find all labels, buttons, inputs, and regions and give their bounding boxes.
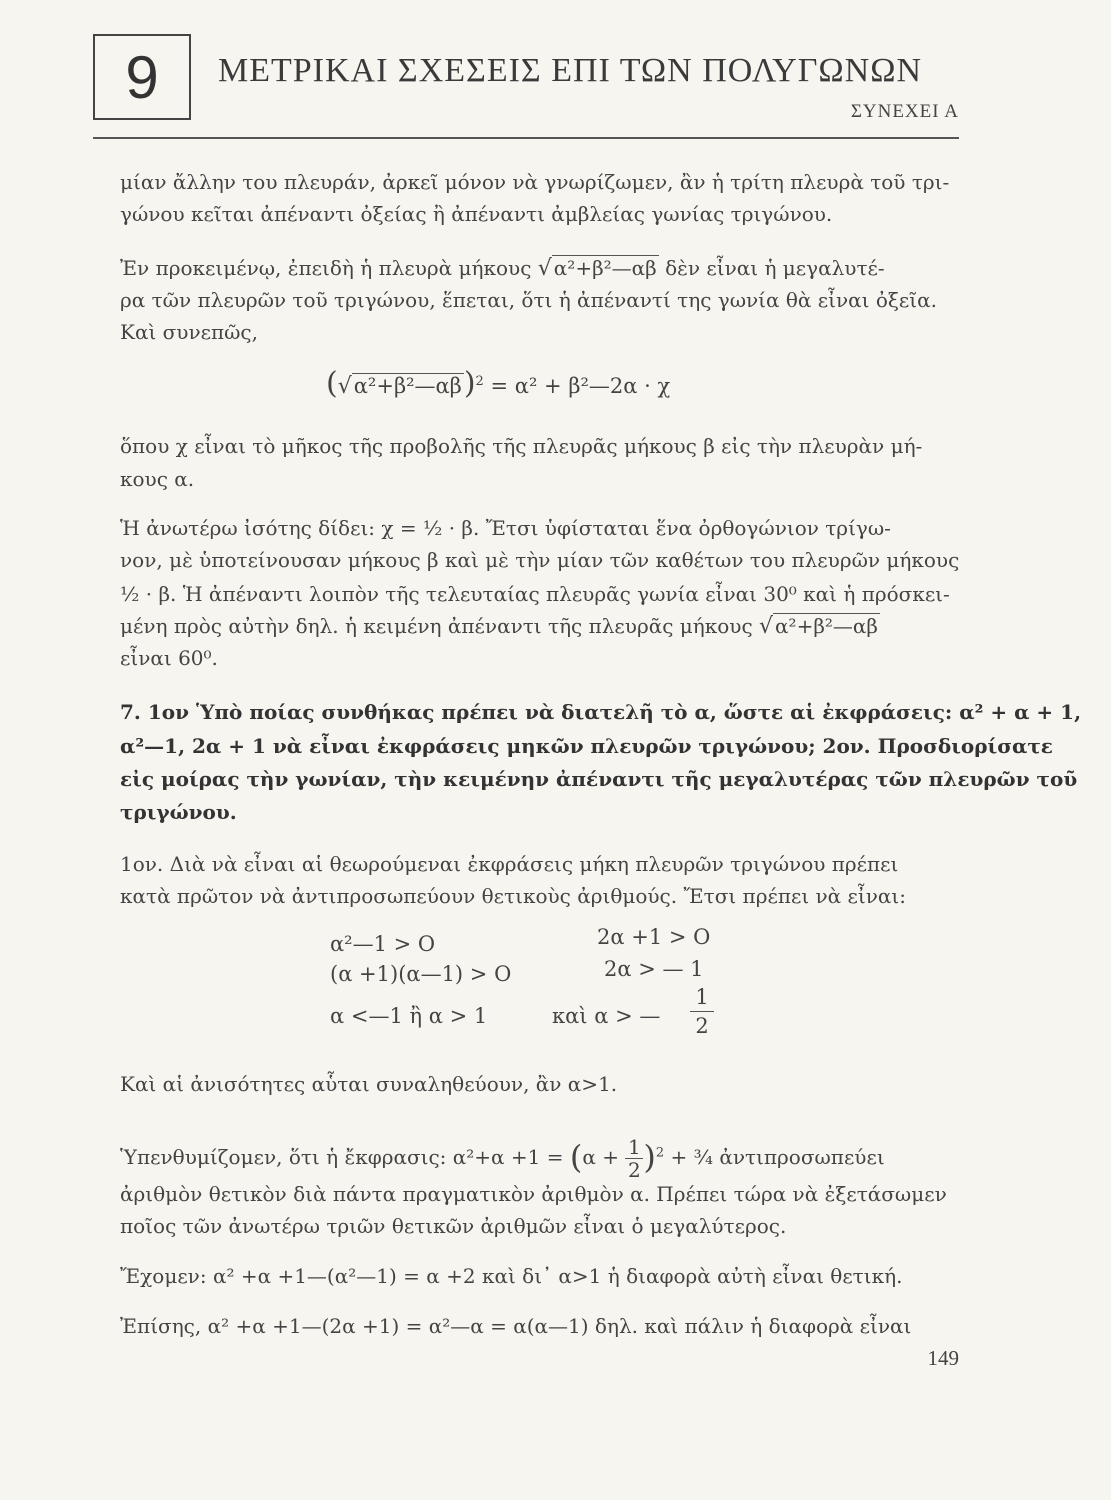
problem-line: εἰς μοίρας τὴν γωνίαν, τὴν κειμένην ἀπέναντι τῆς μεγαλυτέρας τῶν πλευρῶν τοῦ (120, 767, 1078, 791)
problem-line: τριγώνου. (120, 800, 237, 824)
inequality: 2α > — 1 (604, 957, 704, 981)
text-segment: Ὑπενθυμίζομεν, ὅτι ἡ ἔκφρασις: α²+α +1 = (120, 1145, 564, 1169)
inequality: (α +1)(α—1) > Ο (330, 962, 512, 986)
text-segment: + ¾ ἀντιπροσωπεύει (670, 1145, 885, 1169)
text-segment: α + (582, 1145, 619, 1169)
text-line: Ἔχομεν: α² +α +1—(α²—1) = α +2 καὶ δι᾿ α>1 ἡ διαφορὰ αὐτὴ εἶναι θετική. (120, 1264, 903, 1288)
text-line: ½ · β. Ἡ ἀπέναντι λοιπὸν τῆς τελευταίας πλευρᾶς γωνία εἶναι 30⁰ καὶ ἡ πρόσκει- (120, 582, 950, 606)
text-line: Ἐπίσης, α² +α +1—(2α +1) = α²—α = α(α—1) δηλ. καὶ πάλιν ἡ διαφορὰ εἶναι (120, 1314, 912, 1338)
text-segment: μένη πρὸς αὐτὴν δηλ. ἡ κειμένη ἀπέναντι τῆς πλευρᾶς μήκους (120, 614, 753, 638)
text-line: νον, μὲ ὑποτείνουσαν μήκους β καὶ μὲ τὴν μίαν τῶν καθέτων του πλευρῶν μήκους (120, 548, 960, 572)
sqrt-radicand: α²+β²—αβ (353, 374, 462, 398)
text-line: ὅπου χ εἶναι τὸ μῆκος τῆς προβολῆς τῆς πλευρᾶς μήκους β εἰς τὴν πλευρὰν μή- (120, 434, 923, 458)
sqrt-radicand: α²+β²—αβ (775, 614, 878, 638)
text-line: κατὰ πρῶτον νὰ ἀντιπροσωπεύουν θετικοὺς ἀριθμούς. Ἔτσι πρέπει νὰ εἶναι: (120, 884, 906, 908)
text-line: γώνου κεῖται ἀπέναντι ὀξείας ἢ ἀπέναντι ἀμβλείας γωνίας τριγώνου. (120, 202, 833, 226)
paren-close: ) (463, 366, 476, 401)
formula-rhs: = α² + β²—2α · χ (490, 374, 671, 398)
text-line: εἶναι 60⁰. (120, 646, 218, 670)
page-number: 149 (927, 1346, 959, 1370)
inequality: α²—1 > Ο (330, 932, 436, 956)
inequality: α <—1 ἢ α > 1 (330, 1004, 488, 1028)
text-line (120, 1136, 885, 1181)
inequality: καὶ α > — (552, 1004, 661, 1028)
text-line: Ἡ ἀνωτέρω ἰσότης δίδει: χ = ½ · β. Ἔτσι ὑφίσταται ἕνα ὀρθογώνιον τρίγω- (120, 516, 891, 540)
text-line: 1ον. Διὰ νὰ εἶναι αἱ θεωρούμεναι ἐκφράσεις μήκη πλευρῶν τριγώνου πρέπει (120, 852, 899, 876)
text-segment: Ἐν προκειμένῳ, ἐπειδὴ ἡ πλευρὰ μήκους (120, 256, 532, 280)
text-line: μίαν ἄλλην του πλευράν, ἀρκεῖ μόνον νὰ γνωρίζωμεν, ἂν ἡ τρίτη πλευρὰ τοῦ τρι- (120, 170, 950, 194)
paren-open: ( (326, 366, 338, 401)
fraction-numerator: 1 (625, 1136, 643, 1159)
text-line: ποῖος τῶν ἀνωτέρω τριῶν θετικῶν ἀριθμῶν εἶναι ὁ μεγαλύτερος. (120, 1214, 787, 1238)
text-line: ρα τῶν πλευρῶν τοῦ τριγώνου, ἕπεται, ὅτι ἡ ἀπέναντί της γωνία θὰ εἶναι ὀξεῖα. (120, 288, 937, 312)
text-line (120, 256, 885, 281)
exponent: 2 (655, 1145, 665, 1161)
text-segment: δὲν εἶναι ἡ μεγαλυτέ- (665, 256, 885, 280)
inequality: 2α +1 > Ο (597, 925, 711, 949)
problem-line: α²—1, 2α + 1 νὰ εἶναι ἐκφράσεις μηκῶν πλευρῶν τριγώνου; 2ον. Προσδιορίσατε (120, 734, 1053, 758)
text-line: Καὶ συνεπῶς, (120, 320, 258, 344)
fraction-bar (690, 1011, 714, 1012)
sqrt-radicand: α²+β²—αβ (553, 256, 657, 280)
text-line: κους α. (120, 467, 195, 491)
text-line: Καὶ αἱ ἀνισότητες αὗται συναληθεύουν, ἂν α>1. (120, 1072, 618, 1096)
header-rule (93, 137, 959, 139)
chapter-number-box (93, 34, 191, 120)
text-line: ἀριθμὸν θετικὸν διὰ πάντα πραγματικὸν ἀριθμὸν α. Πρέπει τώρα νὰ ἐξετάσωμεν (120, 1182, 947, 1206)
fraction-numerator: 1 (695, 985, 709, 1009)
text-line (120, 614, 880, 639)
continued-label: ΣΥΝΕΧΕΙ Α (850, 101, 959, 122)
exponent: 2 (475, 374, 484, 389)
chapter-title: ΜΕΤΡΙΚΑΙ ΣΧΕΣΕΙΣ ΕΠΙ ΤΩΝ ΠΟΛΥΓΩΝΩΝ (218, 52, 923, 89)
fraction-denominator: 2 (627, 1158, 641, 1182)
chapter-number: 9 (125, 43, 159, 111)
fraction (690, 985, 714, 1038)
fraction (625, 1136, 643, 1181)
formula-projection (326, 366, 670, 401)
sqrt-symbol: √ (337, 374, 352, 399)
paren-open: ( (569, 1138, 583, 1176)
fraction-denominator: 2 (695, 1014, 709, 1038)
problem-line: 7. 1ον Ὑπὸ ποίας συνθήκας πρέπει νὰ διατελῆ τὸ α, ὥστε αἱ ἐκφράσεις: α² + α + 1, (120, 700, 1082, 724)
sqrt-symbol: √ (537, 256, 552, 281)
sqrt-symbol: √ (759, 614, 774, 639)
paren-close: ) (643, 1138, 656, 1176)
